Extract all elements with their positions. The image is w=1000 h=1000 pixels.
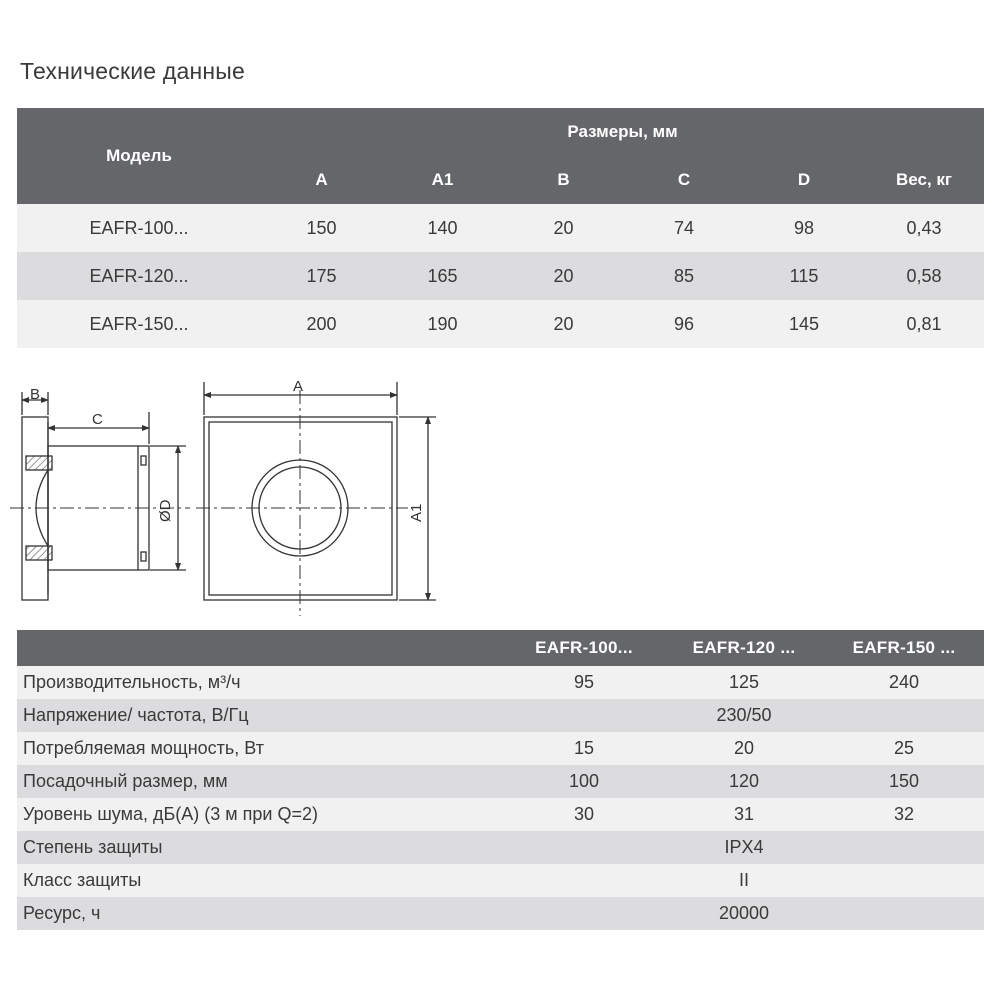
table-cell: 31 xyxy=(664,798,824,831)
table-cell: 150 xyxy=(261,204,382,252)
column-header: EAFR-100... xyxy=(504,630,664,666)
table-cell: 20 xyxy=(664,732,824,765)
column-header: A1 xyxy=(382,156,503,204)
model-header: Модель xyxy=(17,108,261,204)
table-cell: 25 xyxy=(824,732,984,765)
row-label: Производительность, м³/ч xyxy=(17,666,504,699)
model-cell: EAFR-100... xyxy=(17,204,261,252)
table-cell-merged: II xyxy=(504,864,984,897)
column-header: A xyxy=(261,156,382,204)
table-cell: 95 xyxy=(504,666,664,699)
table-cell: 0,58 xyxy=(864,252,984,300)
label-b: B xyxy=(30,386,41,403)
column-header: EAFR-120 ... xyxy=(664,630,824,666)
table-cell: 150 xyxy=(824,765,984,798)
table-cell: 115 xyxy=(744,252,864,300)
table-cell: 200 xyxy=(261,300,382,348)
table-cell-merged: IPX4 xyxy=(504,831,984,864)
table-row xyxy=(17,732,984,765)
dimensions-group-header: Размеры, мм xyxy=(261,108,984,156)
table-cell: 240 xyxy=(824,666,984,699)
label-a1: A1 xyxy=(408,503,425,522)
table-cell: 100 xyxy=(504,765,664,798)
table-row xyxy=(17,300,984,348)
table-cell: 20 xyxy=(503,204,624,252)
column-header: Вес, кг xyxy=(864,156,984,204)
table-row xyxy=(17,204,984,252)
spec-header-empty xyxy=(17,630,504,666)
row-label: Степень защиты xyxy=(17,831,504,864)
specifications-table xyxy=(17,630,984,930)
row-label: Уровень шума, дБ(А) (3 м при Q=2) xyxy=(17,798,504,831)
table-cell: 32 xyxy=(824,798,984,831)
table-cell: 98 xyxy=(744,204,864,252)
model-cell: EAFR-150... xyxy=(17,300,261,348)
column-header: B xyxy=(503,156,624,204)
table-cell: 120 xyxy=(664,765,824,798)
column-header: D xyxy=(744,156,864,204)
drawing-svg xyxy=(0,370,1000,620)
front-view-drawing xyxy=(196,382,436,616)
table-row xyxy=(17,699,984,732)
table-cell: 85 xyxy=(624,252,744,300)
dimensions-table xyxy=(17,108,984,348)
label-d: ØD xyxy=(157,499,174,522)
row-label: Класс защиты xyxy=(17,864,504,897)
table-cell: 30 xyxy=(504,798,664,831)
row-label: Ресурс, ч xyxy=(17,897,504,930)
table-cell: 0,43 xyxy=(864,204,984,252)
table-row xyxy=(17,798,984,831)
table-cell: 175 xyxy=(261,252,382,300)
table-cell: 74 xyxy=(624,204,744,252)
table-row xyxy=(17,252,984,300)
table-cell: 125 xyxy=(664,666,824,699)
table-cell: 15 xyxy=(504,732,664,765)
table-row xyxy=(17,765,984,798)
label-a: A xyxy=(293,378,304,395)
page-title: Технические данные xyxy=(20,58,245,84)
column-header: C xyxy=(624,156,744,204)
table-cell: 20 xyxy=(503,252,624,300)
table-row xyxy=(17,666,984,699)
table-cell: 145 xyxy=(744,300,864,348)
table-cell-merged: 230/50 xyxy=(504,699,984,732)
table-row xyxy=(17,897,984,930)
row-label: Напряжение/ частота, В/Гц xyxy=(17,699,504,732)
row-label: Посадочный размер, мм xyxy=(17,765,504,798)
row-label: Потребляемая мощность, Вт xyxy=(17,732,504,765)
technical-drawing xyxy=(0,370,1000,620)
column-header: EAFR-150 ... xyxy=(824,630,984,666)
table-cell-merged: 20000 xyxy=(504,897,984,930)
table-cell: 165 xyxy=(382,252,503,300)
table-cell: 140 xyxy=(382,204,503,252)
table-cell: 96 xyxy=(624,300,744,348)
table-row xyxy=(17,864,984,897)
model-cell: EAFR-120... xyxy=(17,252,261,300)
table-cell: 0,81 xyxy=(864,300,984,348)
table-cell: 20 xyxy=(503,300,624,348)
label-c: C xyxy=(92,411,103,428)
table-row xyxy=(17,831,984,864)
table-cell: 190 xyxy=(382,300,503,348)
